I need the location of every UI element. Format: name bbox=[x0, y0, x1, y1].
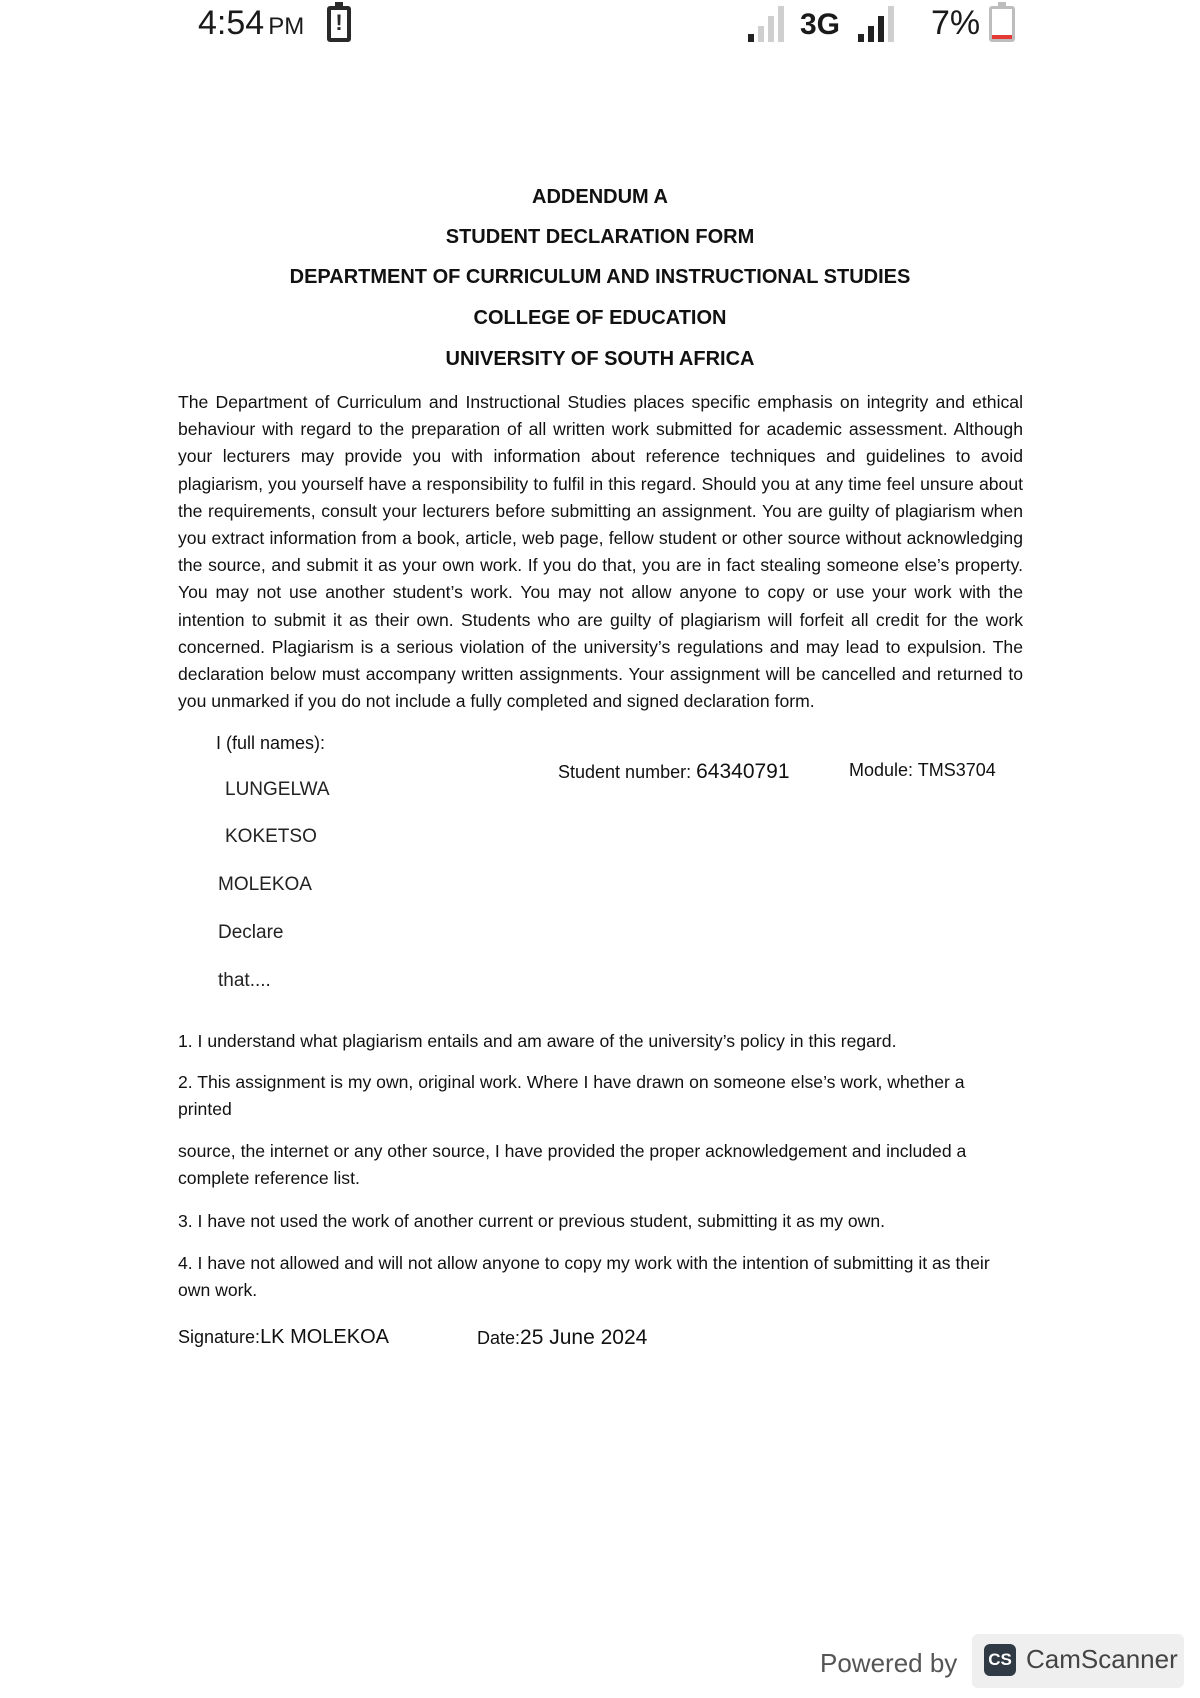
statement-2-continued: source, the internet or any other source, I have provided the proper acknowledgement and included a complete reference list. bbox=[178, 1141, 967, 1188]
battery-percent: 7% bbox=[931, 4, 981, 42]
statement-3: 3. I have not used the work of another current or previous student, submitting it as my own. bbox=[178, 1211, 886, 1231]
heading-form-title: STUDENT DECLARATION FORM bbox=[445, 226, 755, 248]
heading-department: DEPARTMENT OF CURRICULUM AND INSTRUCTIONAL STUDIES bbox=[289, 266, 911, 288]
statement-1: 1. I understand what plagiarism entails and am aware of the university’s policy in this regard. bbox=[178, 1031, 897, 1051]
camscanner-badge bbox=[972, 1634, 1184, 1688]
signature-value: LK MOLEKOA bbox=[260, 1326, 389, 1348]
powered-by-text: Powered by bbox=[820, 1648, 958, 1678]
statement-4: 4. I have not allowed and will not allow anyone to copy my work with the intention of submitting it as their own work. bbox=[178, 1253, 990, 1300]
intro-paragraph: The Department of Curriculum and Instructional Studies places specific emphasis on integrity and ethical behaviour with regard to the preparation of all written work submitted for academic assessment. Although your lecturers may provide you with information about reference techniques and guidelines to avoid plagiarism, you yourself have a responsibility to fulfil in this regard. Should you at any time feel unsure about the requirements, consult your lecturers before submitting an assignment. You are guilty of plagiarism when you extract information from a book, article, web page, fellow student or other source without acknowledging the source, and submit it as your own work. If you do that, you are in fact stealing someone else’s property. You may not use another student’s work. You may not allow anyone to copy or use your work with the intention to submit it as their own. Students who are guilty of plagiarism will forfeit all credit for the work concerned. Plagiarism is a serious violation of the university’s regulations and may lead to expulsion. The declaration below must accompany written assignments. Your assignment will be cancelled and returned to you unmarked if you do not include a fully completed and signed declaration form. bbox=[178, 392, 1023, 712]
signal-icon bbox=[748, 6, 788, 42]
signal-icon bbox=[858, 6, 898, 42]
full-names-label: I (full names): bbox=[216, 733, 326, 753]
heading-university: UNIVERSITY OF SOUTH AFRICA bbox=[445, 348, 755, 370]
surname: MOLEKOA bbox=[218, 874, 312, 895]
heading-college: COLLEGE OF EDUCATION bbox=[473, 307, 727, 329]
that-text: that.... bbox=[218, 970, 271, 991]
signature-label: Signature: bbox=[178, 1327, 261, 1347]
module-field bbox=[849, 760, 996, 781]
declare-text: Declare bbox=[218, 922, 284, 943]
signature-field bbox=[178, 1326, 389, 1349]
battery-alert-icon: ! bbox=[327, 6, 351, 42]
date-label: Date: bbox=[477, 1328, 521, 1348]
camscanner-logo-icon: CS bbox=[984, 1644, 1016, 1676]
first-name: LUNGELWA bbox=[225, 779, 330, 800]
student-number-value: 64340791 bbox=[696, 760, 790, 783]
module-value: TMS3704 bbox=[917, 760, 996, 780]
camscanner-brand: CamScanner bbox=[1026, 1644, 1178, 1674]
statement-2: 2. This assignment is my own, original work. Where I have drawn on someone else’s work, whether a printed bbox=[178, 1072, 965, 1119]
date-field bbox=[477, 1326, 647, 1350]
student-number-field bbox=[558, 760, 790, 784]
status-bar bbox=[0, 0, 1200, 52]
date-value: 25 June 2024 bbox=[520, 1326, 648, 1349]
status-ampm: PM bbox=[268, 13, 305, 40]
heading-addendum: ADDENDUM A bbox=[532, 186, 668, 208]
module-label: Module: bbox=[849, 760, 914, 780]
student-number-label: Student number: bbox=[558, 762, 692, 782]
battery-low-icon bbox=[989, 6, 1015, 42]
second-name: KOKETSO bbox=[225, 826, 317, 847]
status-time: 4:54 PM bbox=[198, 4, 305, 42]
network-type: 3G bbox=[800, 8, 841, 41]
